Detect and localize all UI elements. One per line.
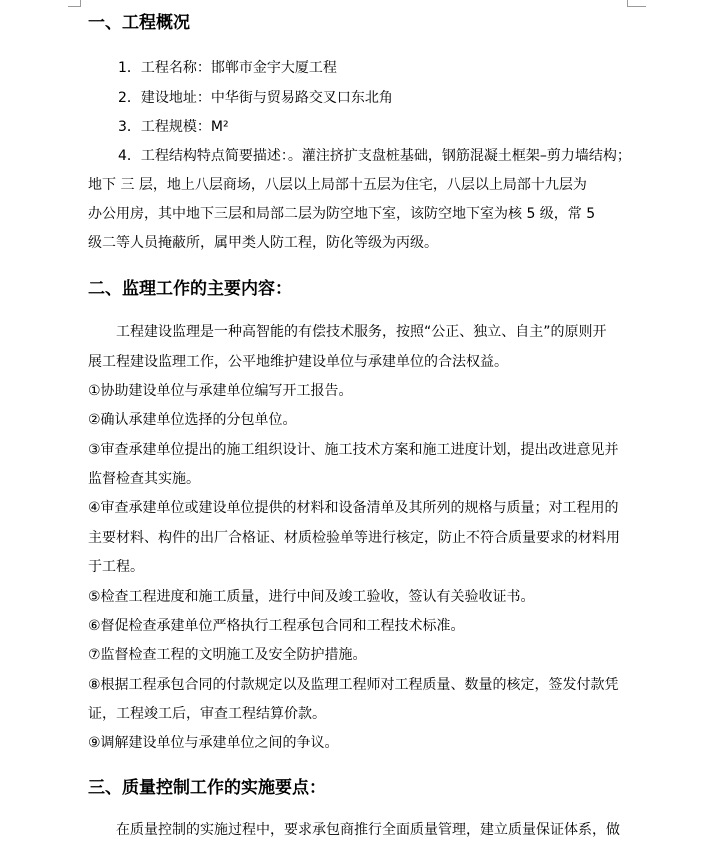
list-item: ①协助建设单位与承建单位编写开工报告。 <box>88 383 353 399</box>
page-corner-mark-left <box>68 0 81 7</box>
section-1-heading: 一、工程概况 <box>88 13 190 33</box>
project-name-line: 1．工程名称：邯郸市金宇大厦工程 <box>118 60 337 76</box>
list-item: 证，工程竣工后，审查工程结算价款。 <box>88 706 326 722</box>
list-item: ③审查承建单位提出的施工组织设计、施工技术方案和施工进度计划，提出改进意见并 <box>88 442 619 458</box>
section-3-heading: 三、质量控制工作的实施要点： <box>88 778 326 798</box>
structure-description-line: 4．工程结构特点简要描述：。灌注挤扩支盘桩基础，钢筋混凝土框架–剪力墙结构； <box>118 148 631 164</box>
list-item: ④审查承建单位或建设单位提供的材料和设备清单及其所列的规格与质量；对工程用的 <box>88 500 619 516</box>
list-item: ⑤检查工程进度和施工质量，进行中间及竣工验收，签认有关验收证书。 <box>88 589 535 605</box>
list-item: ⑥督促检查承建单位严格执行工程承包合同和工程技术标准。 <box>88 618 465 634</box>
paragraph-line: 工程建设监理是一种高智能的有偿技术服务，按照“公正、独立、自主”的原则开 <box>116 324 607 340</box>
list-item: ②确认承建单位选择的分包单位。 <box>88 412 297 428</box>
project-address-line: 2．建设地址：中华街与贸易路交叉口东北角 <box>118 90 393 106</box>
page-corner-mark-right <box>627 0 646 7</box>
structure-description-line: 地下 三 层，地上八层商场，八层以上局部十五层为住宅，八层以上局部十九层为 <box>88 177 587 193</box>
structure-description-line: 级二等人员掩蔽所，属甲类人防工程，防化等级为丙级。 <box>88 235 438 251</box>
list-item: ⑨调解建设单位与承建单位之间的争议。 <box>88 735 339 751</box>
structure-description-line: 办公用房，其中地下三层和局部二层为防空地下室，该防空地下室为核 5 级，常 5 <box>88 206 596 222</box>
list-item: 于工程。 <box>88 559 144 575</box>
list-item: 主要材料、构件的出厂合格证、材质检验单等进行核定，防止不符合质量要求的材料用 <box>88 530 620 546</box>
list-item: ⑦监督检查工程的文明施工及安全防护措施。 <box>88 647 367 663</box>
list-item: ⑧根据工程承包合同的付款规定以及监理工程师对工程质量、数量的核定，签发付款凭 <box>88 677 619 693</box>
list-item: 监督检查其实施。 <box>88 471 200 487</box>
section-2-heading: 二、监理工作的主要内容： <box>88 279 292 299</box>
paragraph-line: 展工程建设监理工作，公平地维护建设单位与承建单位的合法权益。 <box>88 354 508 370</box>
project-scale-line: 3．工程规模：M² <box>118 119 229 135</box>
paragraph-line: 在质量控制的实施过程中，要求承包商推行全面质量管理，建立质量保证体系，做 <box>116 822 620 838</box>
